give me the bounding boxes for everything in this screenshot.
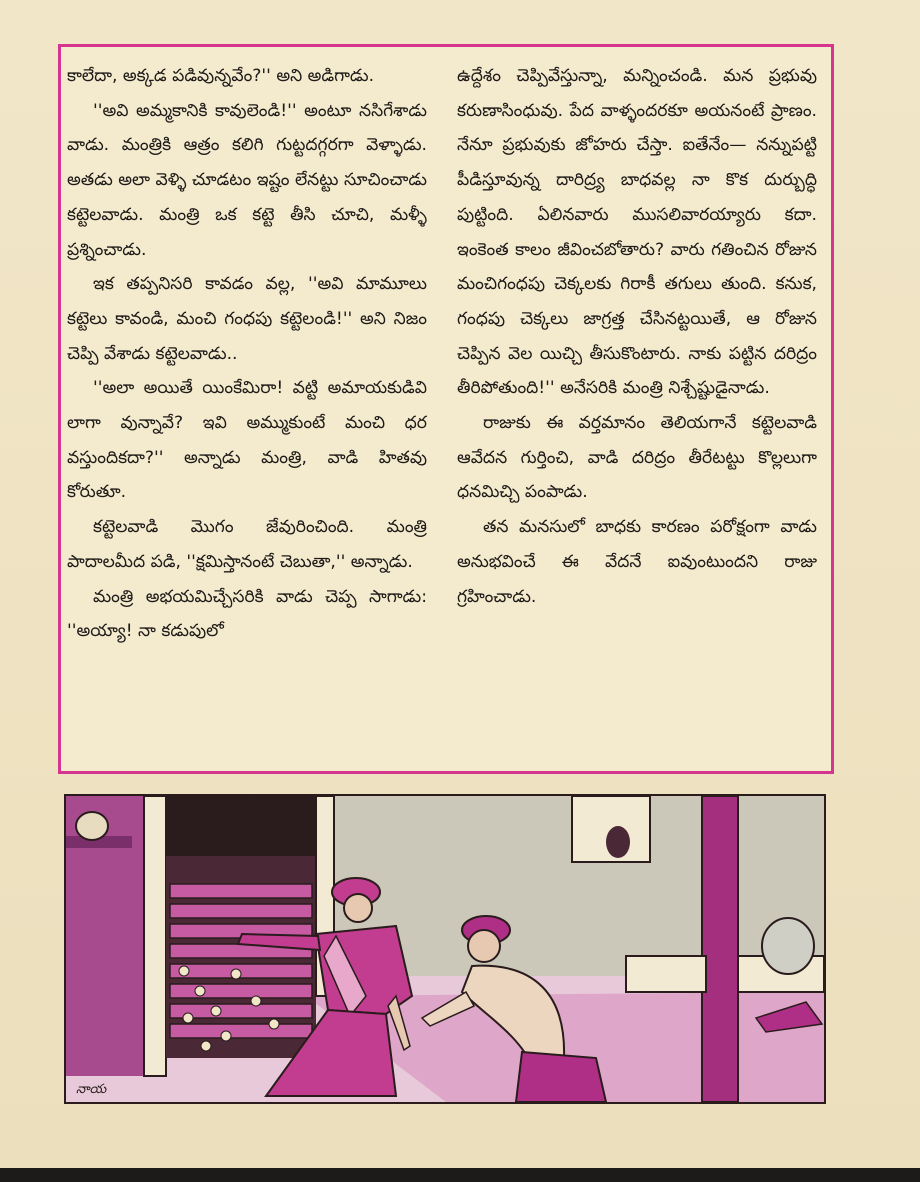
story-text-frame [58,44,834,774]
story-illustration [64,794,826,1104]
paragraph: ఉద్దేశం చెప్పివేస్తున్నా, మన్నించండి. మన ప్రభువు కరుణాసింధువు. పేద వాళ్ళందరకూ అయనంటే ప్రాణం. నేనూ ప్రభువుకు జోహరు చేస్తా. ఐతేనేం— నన్నుపట్టి పీడిస్తూవున్న దారిద్ర్య బాధవల్ల నా కొక దుర్బుద్ధి పుట్టింది. ఏలినవారు ముసలివారయ్యారు కదా. ఇంకెంత కాలం జీవించబోతారు? వారు గతించిన రోజున మంచిగంధపు చెక్కలకు గిరాకీ తగులు తుంది. కనుక, గంధపు చెక్కలు జాగ్రత్త చేసినట్టయితే, ఆ రోజున చెప్పిన వెల యిచ్చి తీసుకొంటారు. నాకు పట్టిన దరిద్రం తీరిపోతుంది!'' అనేసరికి మంత్రి నిశ్చేష్టుడైనాడు. [457,66,817,399]
page-bottom-edge [0,1168,920,1182]
left-text-column [67,59,427,649]
paragraph: రాజుకు ఈ వర్తమానం తెలియగానే కట్టెలవాడి ఆవేదన గుర్తించి, వాడి దరిద్రం తీరేటట్టు కొల్లలుగా ధనమిచ్చి పంపాడు. [457,413,817,503]
illustration-scene [66,796,824,1102]
paragraph: కాలేదా, అక్కడ పడివున్నవేం?'' అని అడిగాడు. [67,66,375,86]
artist-signature: నాయ [76,1082,107,1097]
paragraph: తన మనసులో బాధకు కారణం పరోక్షంగా వాడు అనుభవించే ఈ వేదనే ఐవుంటుందని రాజు గ్రహించాడు. [457,517,817,607]
paragraph: ఇక తప్పనిసరి కావడం వల్ల, ''అవి మామూలు కట్టెలు కావండి, మంచి గంధపు కట్టెలండి!'' అని నిజం చెప్పి వేశాడు కట్టెలవాడు.. [67,274,427,364]
paragraph: కట్టెలవాడి మొగం జేవురించింది. మంత్రి పాదాలమీద పడి, ''క్షమిస్తానంటే చెబుతా,'' అన్నాడు. [67,517,427,572]
paragraph: ''అలా అయితే యింకేమిరా! వట్టి అమాయకుడివి లాగా వున్నావే? ఇవి అమ్ముకుంటే మంచి ధర వస్తుందికదా?'' అన్నాడు మంత్రి, వాడి హితవు కోరుతూ. [67,378,427,503]
paragraph: ''అవి అమ్మకానికి కావులెండి!'' అంటూ నసిగేశాడు వాడు. మంత్రికి ఆత్రం కలిగి గుట్టదగ్గరగా వెళ్ళాడు. అతడు అలా వెళ్ళి చూడటం ఇష్టం లేనట్టు సూచించాడు కట్టెలవాడు. మంత్రి ఒక కట్టె తీసి చూచి, మళ్ళీ ప్రశ్నించాడు. [67,100,427,260]
right-text-column [457,59,817,614]
paragraph: మంత్రి అభయమిచ్చేసరికి వాడు చెప్ప సాగాడు: ''అయ్యా! నా కడుపులో [67,586,427,642]
